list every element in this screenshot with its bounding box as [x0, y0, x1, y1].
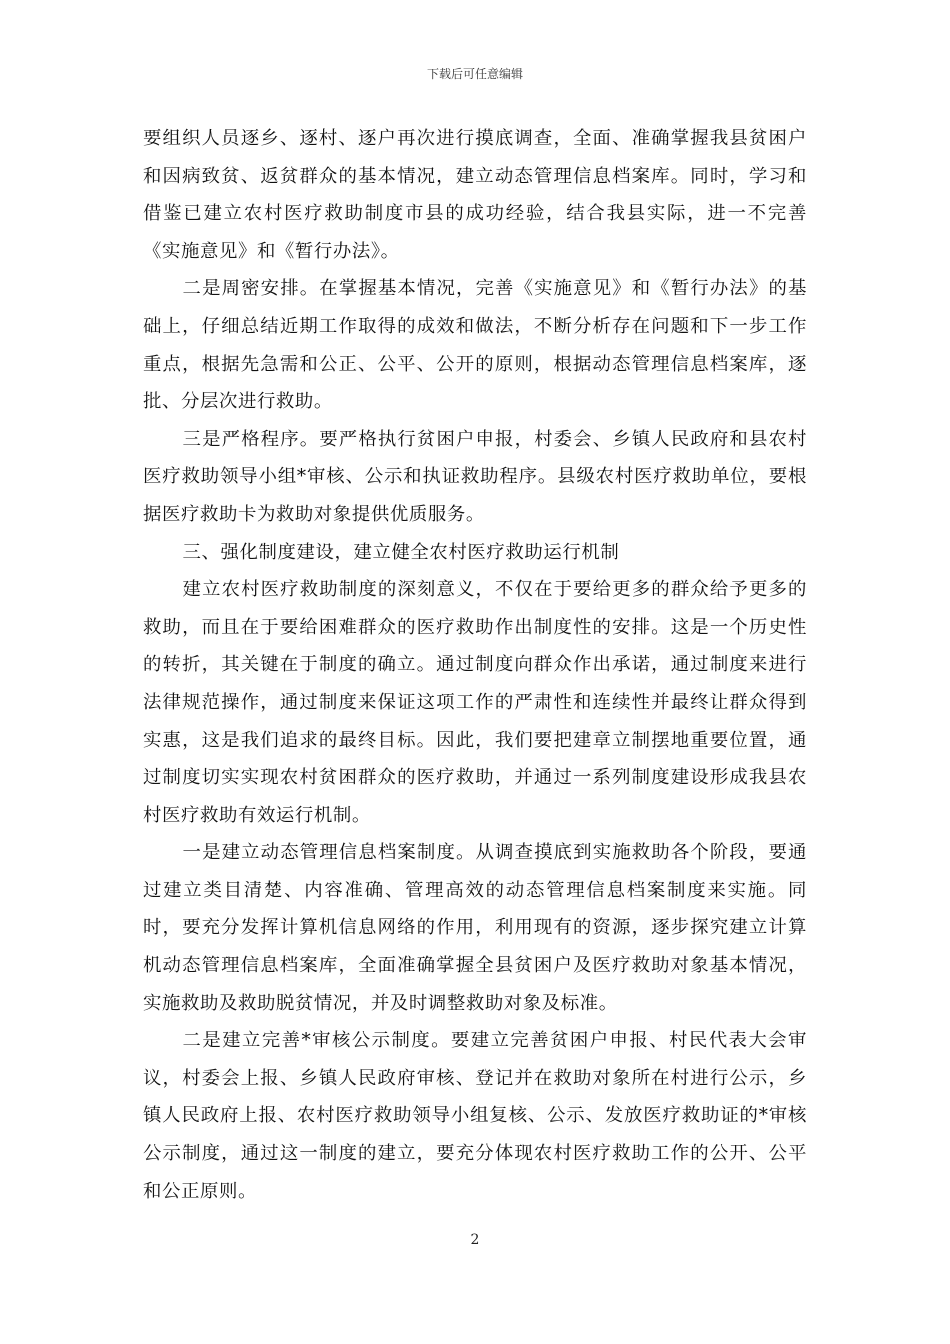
paragraph-strict-procedure: 三是严格程序。要严格执行贫困户申报，村委会、乡镇人民政府和县农村医疗救助领导小组*审核、公示和执证救助程序。县级农村医疗救助单位，要根据医疗救助卡为救助对象提供优质服务。 — [143, 428, 807, 525]
page-number: 2 — [470, 1232, 480, 1248]
page-header: 下载后可任意编辑 — [426, 67, 523, 81]
document-body — [143, 120, 807, 1210]
paragraph-archive-system: 一是建立动态管理信息档案制度。从调查摸底到实施救助各个阶段，要通过建立类目清楚、内容准确、管理高效的动态管理信息档案制度来实施。同时，要充分发挥计算机信息网络的作用，利用现有的资源，逐步探究建立计算机动态管理信息档案库，全面准确掌握全县贫困户及医疗救助对象基本情况，实施救助及救助脱贫情况，并及时调整救助对象及标准。 — [143, 842, 807, 1014]
paragraph-careful-arrangement: 二是周密安排。在掌握基本情况，完善《实施意见》和《暂行办法》的基础上，仔细总结近期工作取得的成效和做法，不断分析存在问题和下一步工作重点，根据先急需和公正、公平、公开的原则，根据动态管理信息档案库，逐批、分层次进行救助。 — [143, 278, 807, 413]
paragraph-system-significance: 建立农村医疗救助制度的深刻意义，不仅在于要给更多的群众给予更多的救助，而且在于要给困难群众的医疗救助作出制度性的安排。这是一个历史性的转折，其关键在于制度的确立。通过制度向群众作出承诺，通过制度来进行法律规范操作，通过制度来保证这项工作的严肃性和连续性并最终让群众得到实惠，这是我们追求的最终目标。因此，我们要把建章立制摆地重要位置，通过制度切实实现农村贫困群众的医疗救助，并通过一系列制度建设形成我县农村医疗救助有效运行机制。 — [143, 579, 807, 826]
section-heading: 三、强化制度建设，建立健全农村医疗救助运行机制 — [182, 541, 620, 563]
paragraph-continued: 要组织人员逐乡、逐村、逐户再次进行摸底调查，全面、准确掌握我县贫困户和因病致贫、返贫群众的基本情况，建立动态管理信息档案库。同时，学习和借鉴已建立农村医疗救助制度市县的成功经验，结合我县实际，进一不完善《实施意见》和《暂行办法》。 — [143, 128, 807, 262]
paragraph-review-publicity-system: 二是建立完善*审核公示制度。要建立完善贫困户申报、村民代表大会审议，村委会上报、乡镇人民政府审核、登记并在救助对象所在村进行公示，乡镇人民政府上报、农村医疗救助领导小组复核、公示、发放医疗救助证的*审核公示制度，通过这一制度的建立，要充分体现农村医疗救助工作的公开、公平和公正原则。 — [143, 1030, 807, 1202]
